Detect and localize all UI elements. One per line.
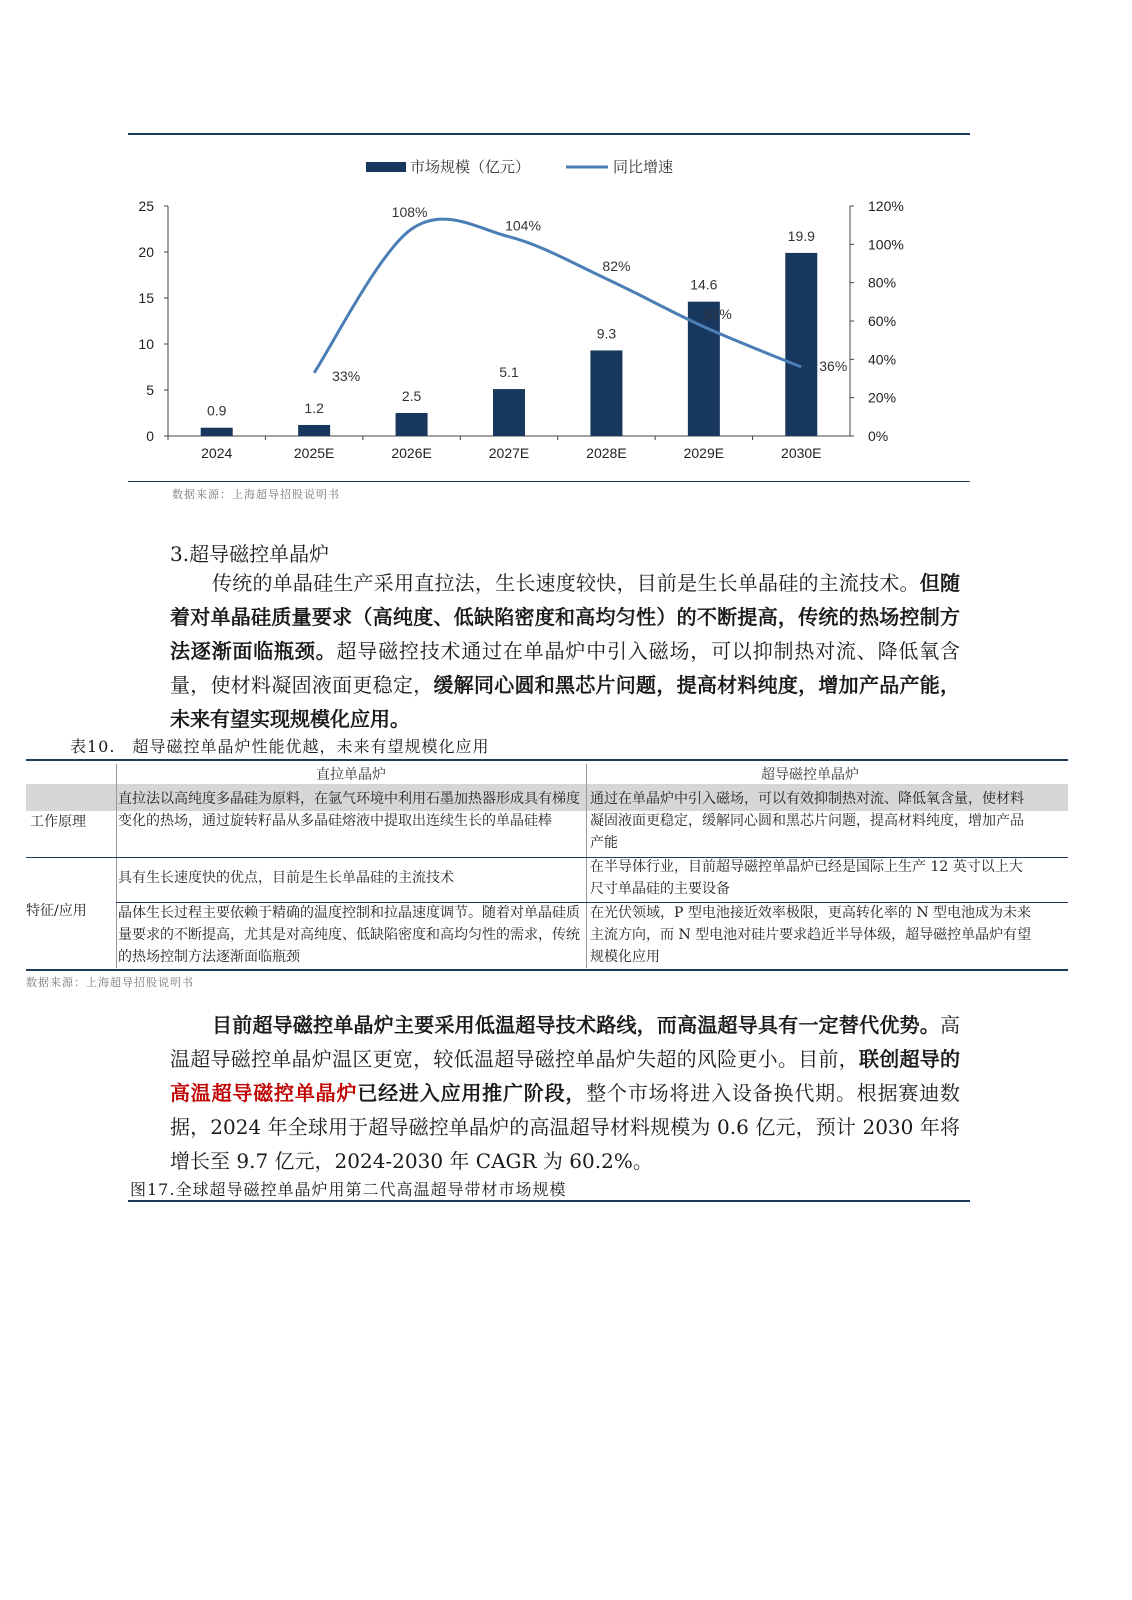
bar-value-label: 14.6 — [690, 276, 718, 293]
cell-features-magnetic-b: 在光伏领域，P 型电池接近效率极限，更高转化率的 N 型电池成为未来主流方向，而 N 型电池对硅片要求趋近半导体级，超导磁控单晶炉有望规模化应用 — [590, 905, 1032, 965]
row-label-principle: 工作原理 — [30, 814, 86, 830]
growth-value-label: 57% — [703, 305, 732, 322]
table-source: 数据来源：上海超导招股说明书 — [26, 976, 194, 989]
bar-value-label: 0.9 — [206, 402, 227, 419]
p2-bold-a: 目前超导磁控单晶炉主要采用低温超导技术路线，而高温超导具有一定替代优势。 — [212, 1013, 940, 1037]
left-tick-label: 10 — [138, 336, 154, 352]
table-header-magnetic: 超导磁控单晶炉 — [761, 767, 859, 783]
right-tick-label: 40% — [868, 351, 897, 368]
bar-market-size — [396, 413, 428, 436]
category-label: 2024 — [201, 445, 233, 461]
chart-source: 数据来源：上海超导招股说明书 — [172, 488, 340, 501]
bar-value-label: 19.9 — [787, 227, 815, 244]
p2-text-b: 高温超导磁控单晶炉温区更宽，较低温超导磁控单晶炉失超的风险更小。目前， — [170, 1013, 960, 1071]
market-size-chart — [128, 140, 970, 480]
legend-bar-label: 市场规模（亿元） — [410, 159, 531, 176]
p2-highlight: 高温超导磁控单晶炉 — [170, 1081, 358, 1105]
figure17-rule — [128, 1200, 970, 1202]
figure17-caption: 图17.全球超导磁控单晶炉用第二代高温超导带材市场规模 — [130, 1180, 567, 1199]
growth-value-label: 82% — [602, 257, 631, 274]
section-title: 3.超导磁控单晶炉 — [170, 542, 330, 566]
growth-value-label: 36% — [819, 358, 848, 374]
paragraph-1 — [170, 566, 960, 736]
right-tick-label: 60% — [868, 313, 897, 329]
category-label: 2028E — [586, 445, 627, 461]
right-tick-label: 0% — [868, 428, 889, 444]
category-label: 2029E — [683, 445, 725, 461]
right-tick-label: 100% — [868, 236, 904, 253]
p2-bold-e: 已经进入应用推广阶段， — [357, 1081, 587, 1105]
cell-features-magnetic-a: 在半导体行业，目前超导磁控单晶炉已经是国际上生产 12 英寸以上大尺寸单晶硅的主要设备 — [590, 859, 1023, 897]
left-tick-label: 0 — [146, 428, 154, 444]
table-caption: 表10. 超导磁控单晶炉性能优越，未来有望规模化应用 — [70, 737, 490, 756]
bar-market-size — [493, 389, 525, 436]
left-tick-label: 5 — [146, 382, 154, 398]
table-top-rule — [26, 759, 1068, 761]
table-bottom-rule — [26, 969, 1068, 971]
table-label-divider — [116, 764, 117, 968]
cell-principle-magnetic: 通过在单晶炉中引入磁场，可以有效抑制热对流、降低氧含量，使材料凝固液面更稳定，缓解同心圆和黑芯片问题，提高材料纯度，增加产品产能 — [590, 791, 1024, 851]
growth-value-label: 108% — [391, 204, 428, 220]
table-header-czochralski: 直拉单晶炉 — [316, 767, 386, 783]
bar-value-label: 1.2 — [304, 399, 324, 416]
bar-value-label: 2.5 — [401, 388, 422, 404]
bar-market-size — [785, 253, 817, 436]
left-tick-label: 25 — [138, 198, 154, 214]
paragraph-2 — [170, 1008, 960, 1178]
cell-features-czochralski-b: 晶体生长过程主要依赖于精确的温度控制和拉晶速度调节。随着对单晶硅质量要求的不断提高，尤其是对高纯度、低缺陷密度和高均匀性的需求，传统的热场控制方法逐渐面临瓶颈 — [118, 905, 580, 965]
bar-value-label: 9.3 — [596, 325, 617, 342]
left-tick-label: 15 — [138, 290, 154, 306]
legend-bar-swatch — [366, 162, 406, 172]
bar-market-size — [298, 425, 330, 436]
p1-bold-d: 缓解同心圆和黑芯片问题，提高材料纯度，增加产品产能，未来有望实现规模化应用。 — [170, 673, 961, 731]
bar-market-size — [590, 350, 622, 436]
p1-text-a: 传统的单晶硅生产采用直拉法，生长速度较快，目前是生长单晶硅的主流技术。 — [212, 571, 920, 595]
growth-value-label: 33% — [332, 367, 361, 384]
growth-rate-line — [314, 219, 801, 373]
right-tick-label: 20% — [868, 389, 897, 406]
category-label: 2027E — [488, 445, 530, 461]
bar-market-size — [201, 428, 233, 436]
legend-line-label: 同比增速 — [613, 159, 674, 176]
right-tick-label: 120% — [868, 198, 904, 214]
category-label: 2030E — [781, 445, 822, 461]
table-col-divider — [586, 764, 587, 968]
left-tick-label: 20 — [138, 244, 154, 260]
cell-features-czochralski-a: 具有生长速度快的优点，目前是生长单晶硅的主流技术 — [118, 870, 454, 886]
category-label: 2025E — [293, 445, 335, 461]
category-label: 2026E — [391, 445, 432, 461]
growth-value-label: 104% — [505, 217, 541, 234]
p1-text-c: 超导磁控技术通过在单晶炉中引入磁场，可以抑制热对流、降低氧含量，使材料凝固液面更稳定， — [170, 639, 961, 697]
cell-principle-czochralski: 直拉法以高纯度多晶硅为原料，在氩气环境中利用石墨加热器形成具有梯度变化的热场，通过旋转籽晶从多晶硅熔液中提取出连续生长的单晶硅棒 — [118, 791, 580, 829]
chart-bottom-rule — [128, 481, 970, 482]
chart-top-rule — [128, 133, 970, 135]
bar-value-label: 5.1 — [499, 364, 519, 381]
row-label-features: 特征/应用 — [26, 903, 87, 919]
p2-text-f: 整个市场将进入设备换代期。根据赛迪数据，2024 年全球用于超导磁控单晶炉的高温超导材料规模为 0.6 亿元，预计 2030 年将增长至 9.7 亿元，2024-2030 年 CAGR 为 60.2%。 — [170, 1081, 961, 1173]
p2-bold-c: 联创超导的 — [858, 1047, 961, 1071]
p1-bold-b: 但随着对单晶硅质量要求（高纯度、低缺陷密度和高均匀性）的不断提高，传统的热场控制方法逐渐面临瓶颈。 — [170, 571, 961, 663]
right-tick-label: 80% — [868, 274, 897, 291]
